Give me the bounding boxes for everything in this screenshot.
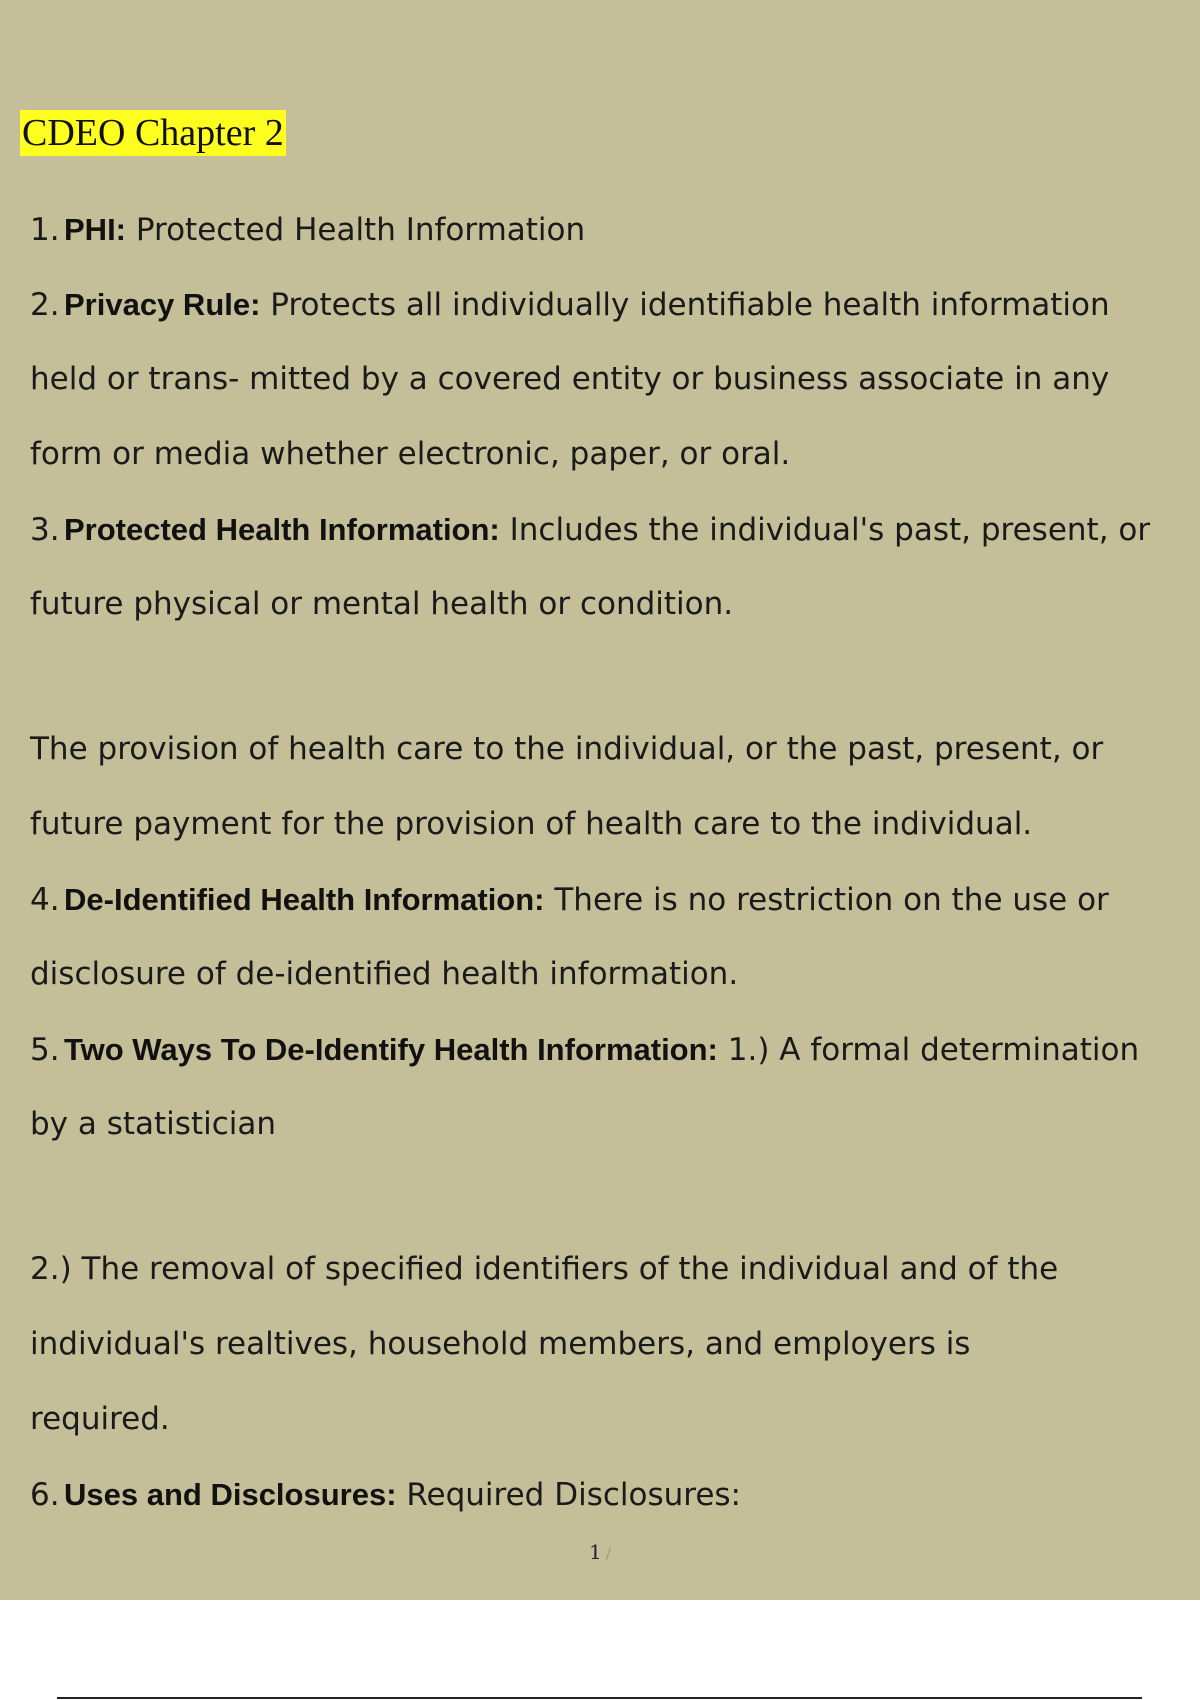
next-page-divider	[57, 1697, 1142, 1699]
item-continuation-line: The provision of health care to the individual, or the past, present, or	[30, 731, 1104, 767]
item-number: 5.	[30, 1032, 60, 1068]
list-item	[30, 1457, 1200, 1532]
item-term: Protected Health Information:	[64, 512, 500, 547]
list-item	[30, 862, 1200, 937]
item-text-line: Includes the individual's past, present, or	[509, 512, 1151, 548]
list-item	[30, 267, 1200, 342]
item-term: PHI:	[64, 212, 126, 247]
item-number: 1.	[30, 212, 60, 248]
item-term: Two Ways To De-Identify Health Information:	[64, 1032, 718, 1067]
item-number: 3.	[30, 512, 60, 548]
item-text-line: Protects all individually identifiable health information	[270, 287, 1110, 323]
item-continuation-line: individual's realtives, household members, and employers is	[30, 1326, 971, 1362]
item-term: De-Identified Health Information:	[64, 882, 545, 917]
blank-line	[30, 642, 1200, 712]
item-continuation-line: future payment for the provision of health care to the individual.	[30, 806, 1033, 842]
item-continuation-line: future physical or mental health or condition.	[30, 586, 734, 622]
list-item	[30, 192, 1200, 267]
document-title: CDEO Chapter 2	[22, 112, 284, 154]
item-number: 2.	[30, 287, 60, 323]
list-item	[30, 1012, 1200, 1087]
blank-line	[30, 1162, 1200, 1232]
item-text-line: Protected Health Information	[135, 212, 586, 248]
page-number-value: 1	[588, 1540, 602, 1564]
item-number: 6.	[30, 1477, 60, 1513]
item-term: Privacy Rule:	[64, 287, 261, 322]
item-text-line: There is no restriction on the use or	[554, 882, 1109, 918]
item-text-line: 1.) A formal determination	[727, 1032, 1140, 1068]
item-continuation-line: form or media whether electronic, paper, or oral.	[30, 436, 791, 472]
page-number-separator: /	[605, 1544, 612, 1563]
item-number: 4.	[30, 882, 60, 918]
item-continuation-line: required.	[30, 1401, 170, 1437]
item-continuation-line: by a statistician	[30, 1106, 277, 1142]
item-text-line: Required Disclosures:	[406, 1477, 742, 1513]
item-continuation-line: 2.) The removal of specified identifiers of the individual and of the	[30, 1251, 1059, 1287]
item-continuation-line: held or trans- mitted by a covered entity or business associate in any	[30, 361, 1110, 397]
item-continuation-line: disclosure of de-identified health information.	[30, 956, 739, 992]
page-number	[0, 1540, 1200, 1564]
definition-list	[30, 192, 1200, 1532]
item-term: Uses and Disclosures:	[64, 1477, 397, 1512]
list-item	[30, 492, 1200, 567]
